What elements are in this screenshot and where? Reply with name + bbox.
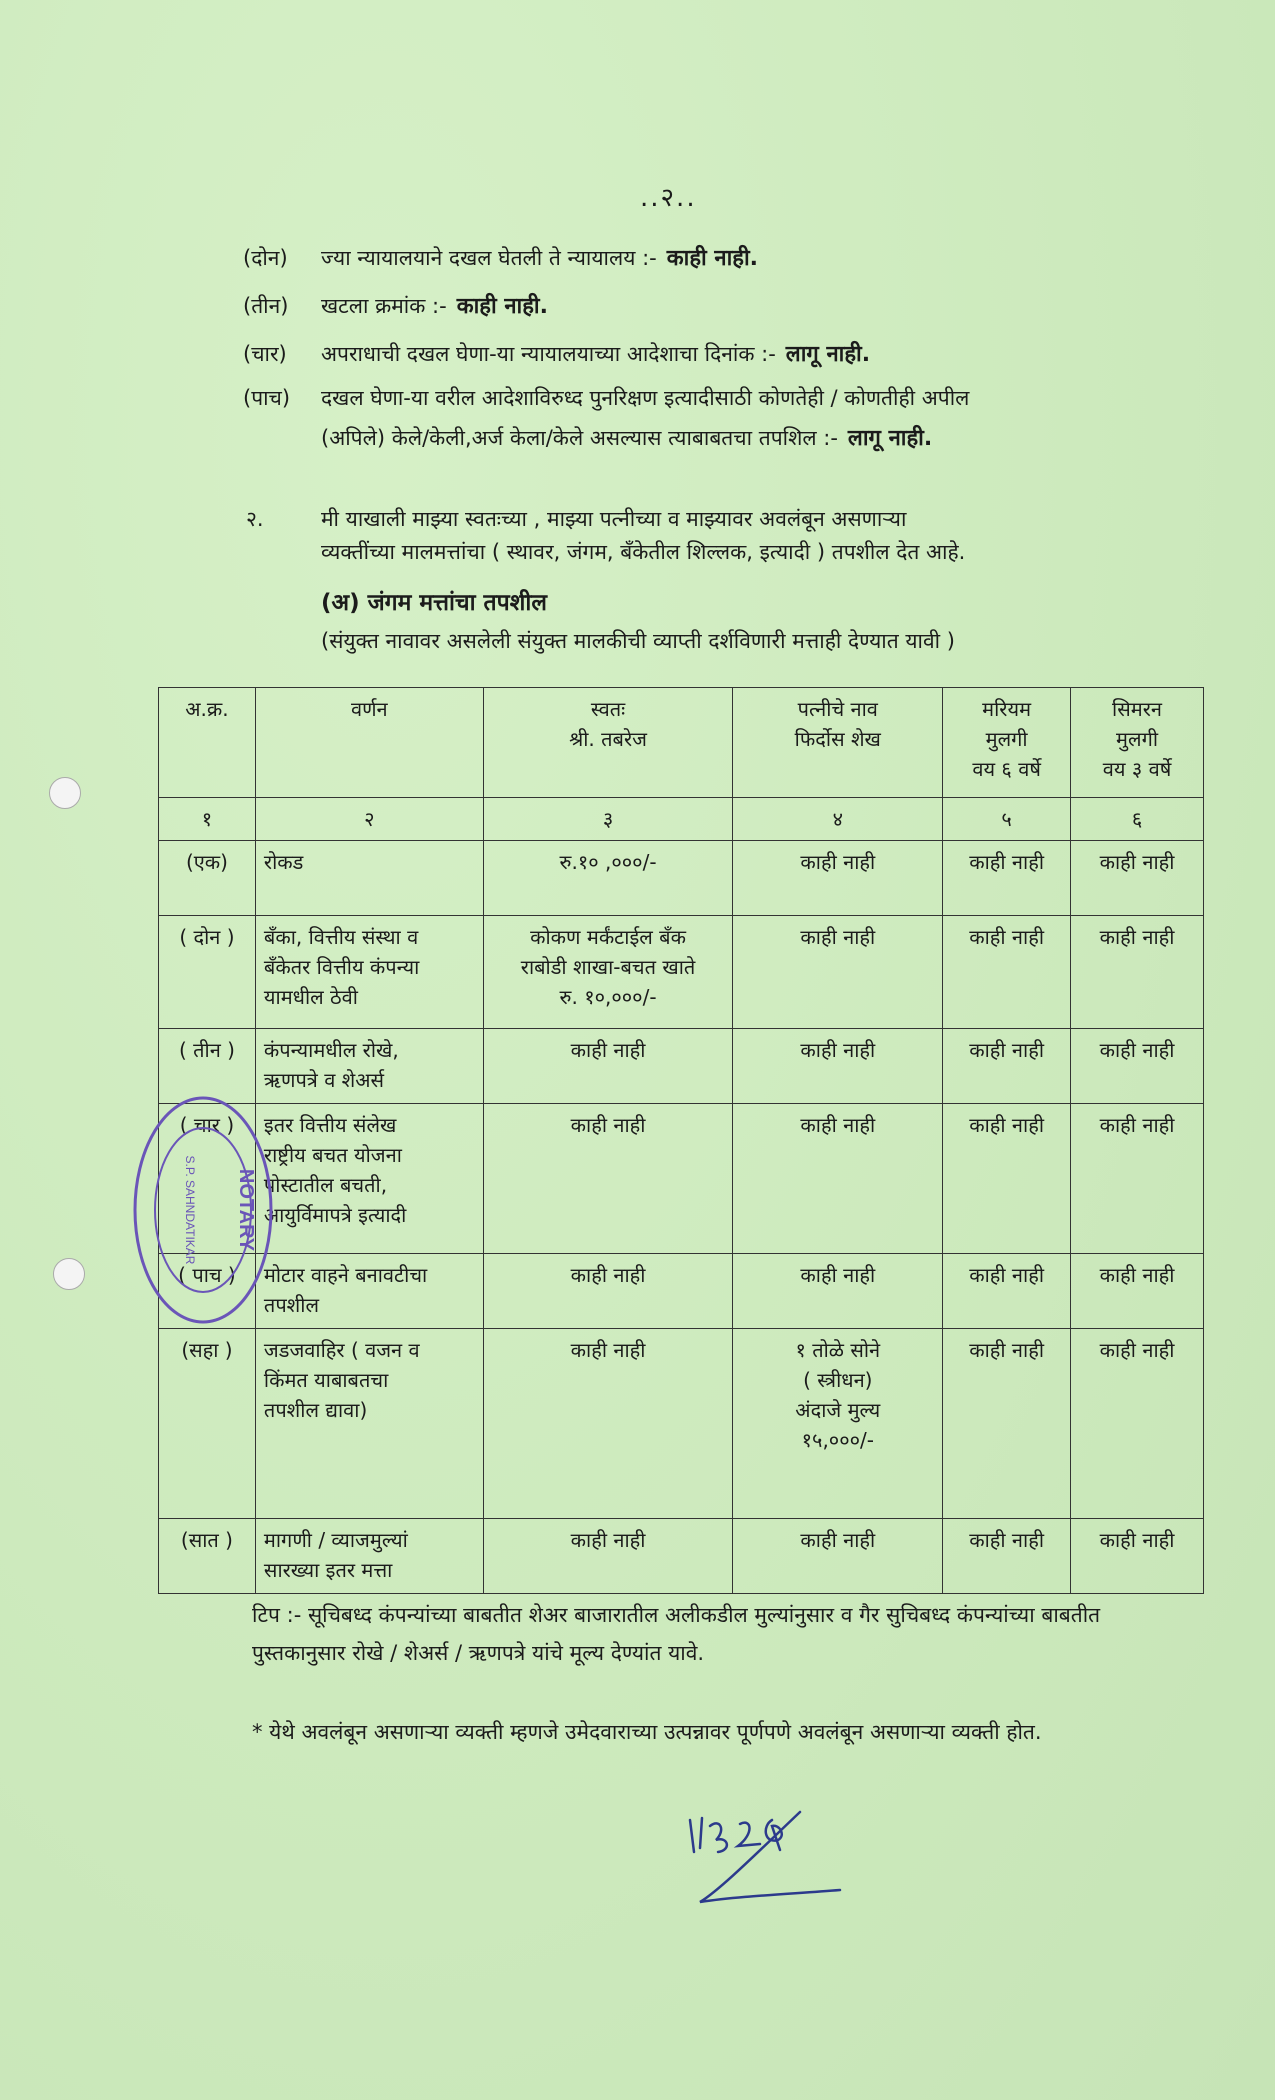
cell-description xyxy=(255,1519,483,1594)
cell-line: काही नाही xyxy=(969,1263,1045,1287)
cell-daughter-2 xyxy=(1071,916,1204,1029)
punch-hole xyxy=(53,1258,85,1290)
cell-line: काही नाही xyxy=(570,1263,646,1287)
table-row xyxy=(159,916,1204,1029)
cell-line: इतर वित्तीय संलेख xyxy=(263,1113,397,1137)
cell-wife xyxy=(733,1519,943,1594)
cell-self xyxy=(483,1329,733,1519)
cell-description xyxy=(255,841,483,916)
cell-daughter-2 xyxy=(1071,1519,1204,1594)
cell-line: कोकण मर्कंटाईल बँक xyxy=(530,925,686,949)
cell-wife xyxy=(733,1254,943,1329)
cell-daughter-2 xyxy=(1071,1254,1204,1329)
item-text-2: (अपिले) केले/केली,अर्ज केला/केले असल्यास त्याबाबतचा तपशिल :- xyxy=(321,426,838,450)
cell-self xyxy=(483,1029,733,1104)
cell-line: ( दोन ) xyxy=(179,925,235,949)
cell-daughter-2 xyxy=(1071,841,1204,916)
cell-line: तपशील द्यावा) xyxy=(263,1398,368,1422)
cell-line: काही नाही xyxy=(570,1113,646,1137)
cell-daughter-1 xyxy=(943,916,1071,1029)
header-serial xyxy=(159,688,256,798)
column-number: १ xyxy=(159,798,256,841)
stamp-text-2: S.P. SAHNDATIKAR xyxy=(183,1155,197,1265)
header-line: अ.क्र. xyxy=(185,697,229,721)
header-line: श्री. तबरेज xyxy=(569,727,647,751)
cell-line: ( स्त्रीधन) xyxy=(803,1368,873,1392)
cell-line: (सात ) xyxy=(180,1528,233,1552)
cell-line: काही नाही xyxy=(800,1263,876,1287)
cell-line: रु. १०,०००/- xyxy=(559,985,657,1009)
cell-line: काही नाही xyxy=(969,1038,1045,1062)
cell-line: १ तोळे सोने xyxy=(795,1338,881,1362)
cell-serial xyxy=(159,1329,256,1519)
item-text: खटला क्रमांक :- xyxy=(321,294,447,318)
cell-daughter-1 xyxy=(943,1519,1071,1594)
header-line: वर्णन xyxy=(350,697,388,721)
cell-line: काही नाही xyxy=(800,1528,876,1552)
cell-daughter-1 xyxy=(943,1329,1071,1519)
cell-line: किंमत याबाबतचा xyxy=(263,1368,389,1392)
header-daughter-2 xyxy=(1071,688,1204,798)
item-key: (तीन) xyxy=(243,294,289,318)
assets-table xyxy=(158,687,1204,1594)
cell-line: काही नाही xyxy=(969,850,1045,874)
cell-daughter-2 xyxy=(1071,1104,1204,1254)
cell-line: राष्ट्रीय बचत योजना xyxy=(263,1143,402,1167)
item-text: दखल घेणा-या वरील आदेशाविरुध्द पुनरिक्षण इत्यादीसाठी कोणतेही / कोणतीही अपील xyxy=(321,386,970,410)
header-line: फिर्दोस शेख xyxy=(794,727,881,751)
cell-line: जडजवाहिर ( वजन व xyxy=(263,1338,420,1362)
cell-self xyxy=(483,1104,733,1254)
item-value: काही नाही. xyxy=(666,246,759,271)
column-number-row xyxy=(159,798,1204,841)
section-paragraph xyxy=(321,503,1121,569)
punch-hole xyxy=(49,777,81,809)
cell-line: काही नाही xyxy=(1099,1338,1175,1362)
table-row xyxy=(159,1254,1204,1329)
cell-wife xyxy=(733,841,943,916)
item-court xyxy=(243,243,758,274)
column-number: ६ xyxy=(1071,798,1204,841)
header-wife xyxy=(733,688,943,798)
footnote-valuation: टिप :- सूचिबध्द कंपन्यांच्या बाबतीत शेअर बाजारातील अलीकडील मुल्यांनुसार व गैर सुचिबध्द कंपन्यांच्या बाबतीत पुस्तकानुसार रोखे / शेअर्स / ऋणपत्रे यांचे मूल्य देण्यांत यावे. xyxy=(252,1603,1101,1665)
item-value: लागू नाही. xyxy=(785,342,871,367)
cell-line: पोस्टातील बचती, xyxy=(263,1173,388,1197)
table-header-row xyxy=(159,688,1204,798)
cell-line: काही नाही xyxy=(570,1528,646,1552)
cell-description xyxy=(255,1029,483,1104)
cell-line: काही नाही xyxy=(969,1113,1045,1137)
section-number: २. xyxy=(246,507,264,531)
cell-line: ( चार ) xyxy=(179,1113,235,1137)
item-case-number xyxy=(243,291,548,322)
cell-description xyxy=(255,1329,483,1519)
table-row xyxy=(159,1519,1204,1594)
cell-line: आयुर्विमापत्रे इत्यादी xyxy=(263,1203,407,1227)
cell-serial xyxy=(159,916,256,1029)
signature xyxy=(680,1800,860,1910)
cell-line: काही नाही xyxy=(1099,1113,1175,1137)
cell-self xyxy=(483,841,733,916)
cell-description xyxy=(255,1104,483,1254)
cell-line: ( पाच ) xyxy=(178,1263,236,1287)
cell-line: रु.१० ,०००/- xyxy=(559,850,657,874)
cell-wife xyxy=(733,916,943,1029)
item-key: (दोन) xyxy=(243,246,288,270)
cell-line: अंदाजे मुल्य xyxy=(795,1398,881,1422)
header-line: सिमरन xyxy=(1112,697,1162,721)
cell-wife xyxy=(733,1104,943,1254)
cell-line: ऋणपत्रे व शेअर्स xyxy=(263,1068,385,1092)
cell-line: काही नाही xyxy=(1099,850,1175,874)
column-number: ३ xyxy=(483,798,733,841)
item-order-date xyxy=(243,339,870,370)
footnote-dependents: * येथे अवलंबून असणाऱ्या व्यक्ती म्हणजे उमेदवाराच्या उत्पन्नावर पूर्णपणे अवलंबून असणाऱ्या व्यक्ती होत. xyxy=(252,1720,1042,1744)
cell-line: काही नाही xyxy=(1099,1528,1175,1552)
header-line: मुलगी xyxy=(1116,727,1159,751)
cell-line: (एक) xyxy=(185,850,228,874)
cell-line: काही नाही xyxy=(800,925,876,949)
cell-line: काही नाही xyxy=(969,1338,1045,1362)
cell-serial xyxy=(159,841,256,916)
cell-daughter-2 xyxy=(1071,1329,1204,1519)
section-title: (अ) जंगम मत्तांचा तपशील xyxy=(321,590,547,616)
cell-line: रोकड xyxy=(263,850,304,874)
cell-line: यामधील ठेवी xyxy=(263,985,358,1009)
cell-daughter-1 xyxy=(943,1104,1071,1254)
header-line: स्वतः xyxy=(590,697,626,721)
stamp-text-1: NOTARY xyxy=(235,1168,257,1252)
header-description xyxy=(255,688,483,798)
cell-line: (सहा ) xyxy=(181,1338,233,1362)
item-key: (चार) xyxy=(243,342,287,366)
cell-line: काही नाही xyxy=(570,1338,646,1362)
item-text: ज्या न्यायालयाने दखल घेतली ते न्यायालय :- xyxy=(321,246,657,270)
cell-line: राबोडी शाखा-बचत खाते xyxy=(520,955,696,979)
cell-line: कंपन्यामधील रोखे, xyxy=(263,1038,399,1062)
section-note: (संयुक्त नावावर असलेली संयुक्त मालकीची व्याप्ती दर्शविणारी मत्ताही देण्यात यावी ) xyxy=(321,629,955,653)
cell-wife xyxy=(733,1329,943,1519)
cell-daughter-1 xyxy=(943,1254,1071,1329)
header-line: पत्नीचे नाव xyxy=(797,697,878,721)
cell-line: सारख्या इतर मत्ता xyxy=(263,1558,393,1582)
cell-self xyxy=(483,916,733,1029)
cell-line: काही नाही xyxy=(1099,925,1175,949)
cell-line: काही नाही xyxy=(570,1038,646,1062)
item-text: अपराधाची दखल घेणा-या न्यायालयाच्या आदेशाचा दिनांक :- xyxy=(321,342,776,366)
cell-line: काही नाही xyxy=(800,1113,876,1137)
signature-stroke xyxy=(690,1812,840,1902)
cell-self xyxy=(483,1254,733,1329)
cell-wife xyxy=(733,1029,943,1104)
cell-serial xyxy=(159,1519,256,1594)
cell-line: बँका, वित्तीय संस्था व xyxy=(263,925,419,949)
cell-line: मोटार वाहने बनावटीचा xyxy=(263,1263,428,1287)
header-line: मुलगी xyxy=(985,727,1028,751)
item-appeal xyxy=(243,383,969,413)
header-self xyxy=(483,688,733,798)
cell-daughter-1 xyxy=(943,841,1071,916)
table-row xyxy=(159,841,1204,916)
cell-line: काही नाही xyxy=(800,1038,876,1062)
notary-stamp xyxy=(128,1090,278,1330)
cell-line: १५,०००/- xyxy=(801,1428,874,1452)
cell-description xyxy=(255,1254,483,1329)
column-number: ४ xyxy=(733,798,943,841)
cell-line: काही नाही xyxy=(1099,1038,1175,1062)
table-row xyxy=(159,1329,1204,1519)
header-line: वय ३ वर्षे xyxy=(1102,757,1172,781)
cell-line: काही नाही xyxy=(800,850,876,874)
cell-line: बँकेतर वित्तीय कंपन्या xyxy=(263,955,420,979)
item-key: (पाच) xyxy=(243,386,291,410)
item-value: काही नाही. xyxy=(456,294,548,319)
asset-rows xyxy=(159,841,1204,1594)
cell-line: काही नाही xyxy=(1099,1263,1175,1287)
cell-daughter-2 xyxy=(1071,1029,1204,1104)
table-row xyxy=(159,1029,1204,1104)
page-number: ..२.. xyxy=(640,183,697,213)
header-line: वय ६ वर्षे xyxy=(972,757,1041,781)
section-line-2: व्यक्तींच्या मालमत्तांचा ( स्थावर, जंगम, बँकेतील शिल्लक, इत्यादी ) तपशील देत आहे. xyxy=(321,540,966,564)
cell-line: तपशील xyxy=(263,1293,320,1317)
cell-line: मागणी / व्याजमुल्यां xyxy=(263,1528,408,1552)
section-line-1: मी याखाली माझ्या स्वतःच्या , माझ्या पत्नीच्या व माझ्यावर अवलंबून असणाऱ्या xyxy=(321,507,907,531)
header-daughter-1 xyxy=(943,688,1071,798)
cell-line: ( तीन ) xyxy=(178,1038,235,1062)
column-number: २ xyxy=(255,798,483,841)
item-appeal-cont xyxy=(321,423,932,454)
column-number: ५ xyxy=(943,798,1071,841)
table-row xyxy=(159,1104,1204,1254)
header-line: मरियम xyxy=(982,697,1032,721)
item-value: लागू नाही. xyxy=(847,426,933,451)
cell-line: काही नाही xyxy=(969,1528,1045,1552)
cell-daughter-1 xyxy=(943,1029,1071,1104)
cell-self xyxy=(483,1519,733,1594)
cell-description xyxy=(255,916,483,1029)
cell-line: काही नाही xyxy=(969,925,1045,949)
